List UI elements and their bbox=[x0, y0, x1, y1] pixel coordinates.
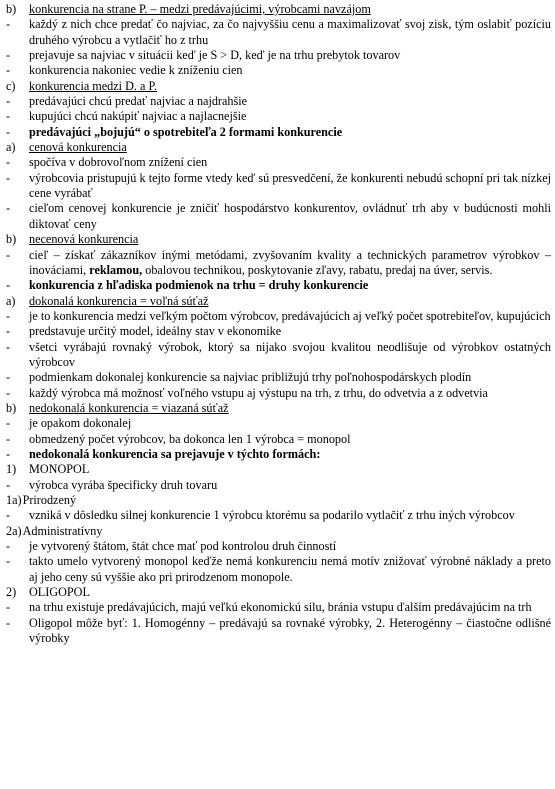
line-text bbox=[29, 63, 551, 78]
line-marker: - bbox=[6, 247, 11, 262]
line-marker: - bbox=[6, 600, 11, 615]
line-content: výrobca vyrába špecificky druh tovaru bbox=[29, 477, 218, 492]
line-marker: - bbox=[6, 431, 11, 446]
document-line bbox=[6, 232, 551, 247]
line-text bbox=[29, 79, 551, 94]
document-line bbox=[6, 478, 551, 493]
document-line bbox=[6, 370, 551, 385]
line-marker: - bbox=[6, 278, 11, 293]
document-line bbox=[6, 48, 551, 63]
line-text bbox=[29, 48, 551, 63]
line-marker: - bbox=[6, 339, 11, 354]
section-heading: necenová konkurencia bbox=[29, 232, 139, 247]
line-content: na trhu existuje predávajúcich, majú veľkú ekonomickú silu, bránia vstupu ďalším predávajúcim na trh bbox=[29, 600, 532, 615]
line-marker: c) bbox=[6, 78, 16, 93]
line-marker: - bbox=[6, 416, 11, 431]
line-marker: 1) bbox=[6, 462, 17, 477]
line-marker: - bbox=[6, 539, 11, 554]
line-text bbox=[29, 447, 551, 462]
line-marker: a) bbox=[6, 293, 16, 308]
line-text bbox=[29, 201, 551, 232]
line-text-part: obalovou technikou, poskytovanie zľavy, rabatu, predaj na úver, servis. bbox=[142, 262, 493, 277]
line-content: Administratívny bbox=[22, 523, 103, 538]
line-marker: - bbox=[6, 17, 11, 32]
document-line bbox=[6, 447, 551, 462]
section-heading: nedokonalá konkurencia = viazaná súťaž bbox=[29, 400, 229, 415]
line-marker: 2a) bbox=[6, 523, 22, 538]
document-line bbox=[6, 109, 551, 124]
line-content: kupujúci chcú nakúpiť najviac a najlacnejšie bbox=[29, 109, 247, 124]
line-text-part: cieľ – získať zákazníkov inými metódami, zvyšovaním kvality a technických parametrov výrobkov – inováciami, bbox=[29, 247, 551, 277]
line-text bbox=[29, 340, 551, 371]
line-marker: - bbox=[6, 446, 11, 461]
line-text-bold: reklamou, bbox=[89, 262, 143, 277]
line-marker: - bbox=[6, 63, 11, 78]
line-text bbox=[29, 17, 551, 48]
line-marker: b) bbox=[6, 232, 17, 247]
document-line bbox=[6, 2, 551, 17]
document-line bbox=[6, 416, 551, 431]
line-marker: - bbox=[6, 370, 11, 385]
line-content: vzniká v dôsledku silnej konkurencie 1 výrobcu ktorému sa podarilo vytlačiť z trhu iných výrobcov bbox=[29, 508, 515, 523]
line-text bbox=[29, 370, 551, 385]
line-text bbox=[29, 432, 551, 447]
line-marker: 1a) bbox=[6, 493, 22, 507]
line-text bbox=[29, 248, 551, 279]
document-line bbox=[6, 248, 551, 279]
line-text bbox=[29, 416, 551, 431]
line-marker: - bbox=[6, 385, 11, 400]
document-line bbox=[6, 125, 551, 140]
line-content: cieľom cenovej konkurencie je zničiť hospodárstvo konkurentov, ovládnuť trh aby v budúcnosti mohli diktovať ceny bbox=[29, 201, 551, 231]
document-line bbox=[6, 493, 551, 508]
document-line bbox=[6, 616, 551, 647]
line-text bbox=[29, 386, 551, 401]
line-text bbox=[29, 155, 551, 170]
document-line bbox=[6, 600, 551, 615]
line-text bbox=[29, 140, 551, 155]
document-line bbox=[6, 324, 551, 339]
line-text bbox=[29, 600, 551, 615]
line-text bbox=[29, 462, 551, 477]
line-content: takto umelo vytvorený monopol keďže nemá konkurenciu nemá motív znižovať výrobné náklady a preto aj jeho ceny sú vyššie ako pri prirodzenom monopole. bbox=[29, 554, 551, 584]
document-line bbox=[6, 79, 551, 94]
section-heading: cenová konkurencia bbox=[29, 140, 127, 155]
document-line bbox=[6, 171, 551, 202]
line-content: každý výrobca má možnosť voľného vstupu aj výstupu na trh, z trhu, do odvetvia a z odvetvia bbox=[29, 385, 488, 400]
line-marker: - bbox=[6, 109, 11, 124]
line-marker: a) bbox=[6, 140, 16, 155]
document-line bbox=[6, 554, 551, 585]
line-text bbox=[29, 125, 551, 140]
bold-statement: nedokonalá konkurencia sa prejavuje v týchto formách: bbox=[29, 446, 321, 461]
line-text bbox=[29, 539, 551, 554]
line-marker: - bbox=[6, 477, 11, 492]
section-heading: konkurencia medzi D. a P. bbox=[29, 78, 157, 93]
line-text bbox=[29, 171, 551, 202]
document-line bbox=[6, 63, 551, 78]
line-marker: - bbox=[6, 155, 11, 170]
document-line bbox=[6, 432, 551, 447]
line-content: je to konkurencia medzi veľkým počtom výrobcov, predávajúcich aj veľký počet spotrebiteľov, kupujúcich bbox=[29, 308, 551, 323]
line-content: je opakom dokonalej bbox=[29, 416, 132, 431]
line-content: každý z nich chce predať čo najviac, za čo najvyššiu cenu a maximalizovať svoj zisk, tým oslabiť pozíciu druhého výrobcu a vytlačiť ho z trhu bbox=[29, 17, 551, 47]
line-text bbox=[29, 232, 551, 247]
document-line bbox=[6, 524, 551, 539]
line-marker: - bbox=[6, 308, 11, 323]
document-line bbox=[6, 585, 551, 600]
line-marker: - bbox=[6, 48, 11, 63]
line-text bbox=[29, 324, 551, 339]
document-line bbox=[6, 401, 551, 416]
document-line bbox=[6, 539, 551, 554]
line-content: prejavuje sa najviac v situácii keď je S > D, keď je na trhu prebytok tovarov bbox=[29, 48, 401, 63]
line-text bbox=[29, 554, 551, 585]
document-line bbox=[6, 155, 551, 170]
line-content: všetci vyrábajú rovnaký výrobok, ktorý sa nijako svojou kvalitou neodlišuje od výrobkov ostatných výrobcov bbox=[29, 339, 551, 369]
line-marker: b) bbox=[6, 400, 17, 415]
section-heading: konkurencia na strane P. – medzi predávajúcimi, výrobcami navzájom bbox=[29, 2, 371, 16]
document-line bbox=[6, 508, 551, 523]
line-text bbox=[23, 493, 551, 508]
bold-statement: predávajúci „bojujú“ o spotrebiteľa 2 formami konkurencie bbox=[29, 124, 343, 139]
line-text bbox=[29, 309, 551, 324]
line-text bbox=[29, 585, 551, 600]
document-line bbox=[6, 340, 551, 371]
document-line bbox=[6, 94, 551, 109]
line-marker: - bbox=[6, 201, 11, 216]
line-marker: b) bbox=[6, 2, 17, 16]
line-content: spočíva v dobrovoľnom znížení cien bbox=[29, 155, 208, 170]
line-content: OLIGOPOL bbox=[29, 585, 90, 600]
line-marker: - bbox=[6, 615, 11, 630]
document-line bbox=[6, 278, 551, 293]
line-text bbox=[29, 478, 551, 493]
line-content: predstavuje určitý model, ideálny stav v ekonomike bbox=[29, 324, 282, 339]
line-content: Oligopol môže byť: 1. Homogénny – predávajú sa rovnaké výrobky, 2. Heterogénny – čiastočne odlišné výrobky bbox=[29, 615, 551, 646]
bold-statement: konkurencia z hľadiska podmienok na trhu = druhy konkurencie bbox=[29, 278, 369, 293]
line-content: konkurencia nakoniec vedie k zníženiu cien bbox=[29, 63, 243, 78]
document-line bbox=[6, 386, 551, 401]
line-text bbox=[29, 294, 551, 309]
line-content: Prirodzený bbox=[22, 493, 77, 507]
document-line bbox=[6, 294, 551, 309]
line-content: podmienkam dokonalej konkurencie sa najviac približujú trhy poľnohospodárskych plodín bbox=[29, 370, 472, 385]
line-content: obmedzený počet výrobcov, ba dokonca len 1 výrobca = monopol bbox=[29, 431, 351, 446]
line-content: predávajúci chcú predať najviac a najdrahšie bbox=[29, 94, 248, 109]
line-content: je vytvorený štátom, štát chce mať pod kontrolou druh činností bbox=[29, 539, 337, 554]
line-text bbox=[23, 524, 551, 539]
line-marker: - bbox=[6, 170, 11, 185]
document-line bbox=[6, 309, 551, 324]
line-text bbox=[29, 401, 551, 416]
document-line bbox=[6, 201, 551, 232]
line-text bbox=[29, 2, 551, 17]
line-text bbox=[29, 94, 551, 109]
document-line bbox=[6, 17, 551, 48]
line-marker: - bbox=[6, 554, 11, 569]
line-marker: - bbox=[6, 508, 11, 523]
line-text bbox=[29, 278, 551, 293]
line-marker: - bbox=[6, 94, 11, 109]
line-text bbox=[29, 508, 551, 523]
document-line bbox=[6, 140, 551, 155]
line-text bbox=[29, 616, 551, 647]
line-content: MONOPOL bbox=[29, 462, 90, 477]
line-text bbox=[29, 109, 551, 124]
line-marker: - bbox=[6, 324, 11, 339]
section-heading: dokonalá konkurencia = voľná súťaž bbox=[29, 293, 209, 308]
document-line bbox=[6, 462, 551, 477]
line-marker: 2) bbox=[6, 585, 17, 600]
line-marker: - bbox=[6, 124, 11, 139]
line-content: výrobcovia pristupujú k tejto forme vtedy keď sú presvedčení, že konkurenti nebudú schopní pri tak nízkej cene vyrábať bbox=[29, 170, 551, 201]
